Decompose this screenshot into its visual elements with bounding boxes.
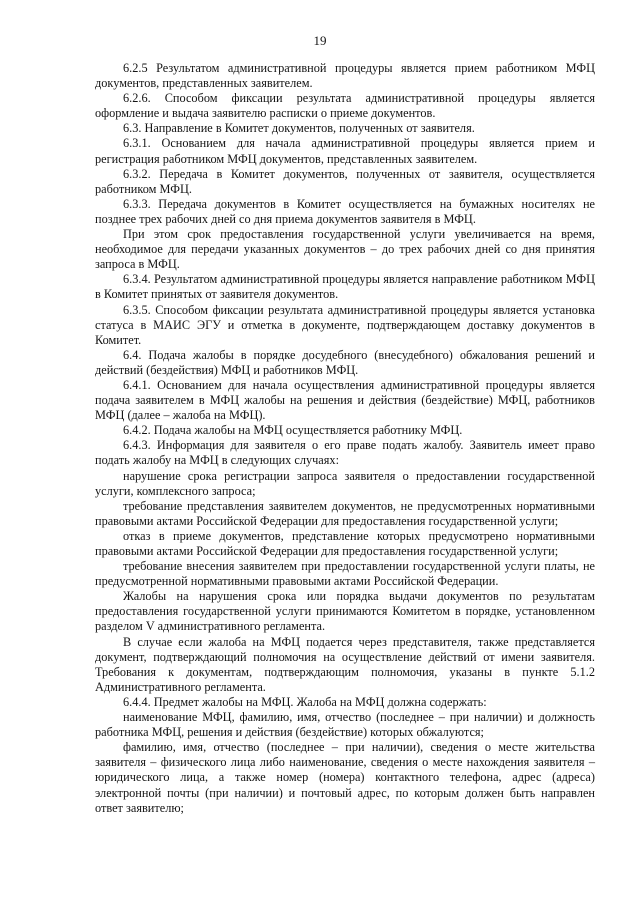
paragraph-6-3-1: 6.3.1. Основанием для начала административной процедуры является прием и регистрация работником МФЦ документов, представленных заявителем. bbox=[95, 136, 595, 166]
list-item-fee-demand: требование внесения заявителем при предоставлении государственной услуги платы, не предусмотренной нормативными правовыми актами Российской Федерации. bbox=[95, 559, 595, 589]
paragraph-6-3: 6.3. Направление в Комитет документов, полученных от заявителя. bbox=[123, 121, 475, 136]
paragraph-6-3-3: 6.3.3. Передача документов в Комитет осуществляется на бумажных носителях не позднее трех рабочих дней со дня приема документов заявителя в МФЦ. bbox=[95, 196, 595, 226]
paragraph-6-4: 6.4. Подача жалобы в порядке досудебного (внесудебного) обжалования решений и действий (бездействия) МФЦ и работников МФЦ. bbox=[95, 347, 595, 377]
paragraph-6-3-2: 6.3.2. Передача в Комитет документов, полученных от заявителя, осуществляется работником МФЦ. bbox=[95, 166, 595, 196]
list-item-refusal: отказ в приеме документов, представление которых предусмотрено нормативными правовыми актами Российской Федерации для предоставления государственной услуги; bbox=[95, 528, 595, 558]
list-item-extra-documents: требование представления заявителем документов, не предусмотренных нормативными правовыми актами Российской Федерации для предоставления государственной услуги; bbox=[95, 498, 595, 528]
list-item-mfc-name: наименование МФЦ, фамилию, имя, отчество (последнее – при наличии) и должность работника МФЦ, решения и действия (бездействие) которых обжалуются; bbox=[95, 710, 595, 740]
paragraph-6-2-6: 6.2.6. Способом фиксации результата административной процедуры является оформление и выдача заявителю расписки о приеме документов. bbox=[95, 91, 595, 121]
paragraph-representative: В случае если жалоба на МФЦ подается через представителя, также представляется документ, подтверждающий полномочия на осуществление действий от имени заявителя. Требования к документам, подтверждающим полномочия, указаны в пункте 5.1.2 Административного регламента. bbox=[95, 634, 595, 694]
list-item-applicant-details: фамилию, имя, отчество (последнее – при наличии), сведения о месте жительства заявителя – физического лица либо наименование, сведения о месте нахождения заявителя – юридического лица, а также номер (номера) контактного телефона, адрес (адреса) электронной почты (при наличии) и почтовый адрес, по которым должен быть направлен ответ заявителю; bbox=[95, 740, 595, 815]
paragraph-complaints-deadline: Жалобы на нарушения срока или порядка выдачи документов по результатам предоставления государственной услуги принимаются Комитетом в порядке, установленном разделом V административного регламента. bbox=[95, 589, 595, 634]
document-body bbox=[95, 61, 595, 816]
paragraph-6-4-4: 6.4.4. Предмет жалобы на МФЦ. Жалоба на МФЦ должна содержать: bbox=[123, 694, 487, 709]
paragraph-6-2-5: 6.2.5 Результатом административной процедуры является прием работником МФЦ документов, представленных заявителем. bbox=[95, 61, 595, 91]
paragraph-6-4-2: 6.4.2. Подача жалобы на МФЦ осуществляется работнику МФЦ. bbox=[123, 423, 463, 438]
paragraph-6-3-5: 6.3.5. Способом фиксации результата административной процедуры является установка статуса в МАИС ЭГУ и отметка в документе, подтверждающем доставку документов в Комитет. bbox=[95, 302, 595, 347]
paragraph-service-term: При этом срок предоставления государственной услуги увеличивается на время, необходимое для передачи указанных документов – до трех рабочих дней со дня принятия запроса в МФЦ. bbox=[95, 227, 595, 272]
list-item-registration-violation: нарушение срока регистрации запроса заявителя о предоставлении государственной услуги, комплексного запроса; bbox=[95, 468, 595, 498]
paragraph-6-4-3: 6.4.3. Информация для заявителя о его праве подать жалобу. Заявитель имеет право подать жалобу на МФЦ в следующих случаях: bbox=[95, 438, 595, 468]
paragraph-6-3-4: 6.3.4. Результатом административной процедуры является направление работником МФЦ в Комитет принятых от заявителя документов. bbox=[95, 272, 595, 302]
paragraph-6-4-1: 6.4.1. Основанием для начала осуществления административной процедуры является подача заявителем в МФЦ жалобы на решения и действия (бездействие) МФЦ, работников МФЦ (далее – жалоба на МФЦ). bbox=[95, 377, 595, 423]
page-number: 19 bbox=[313, 33, 327, 48]
